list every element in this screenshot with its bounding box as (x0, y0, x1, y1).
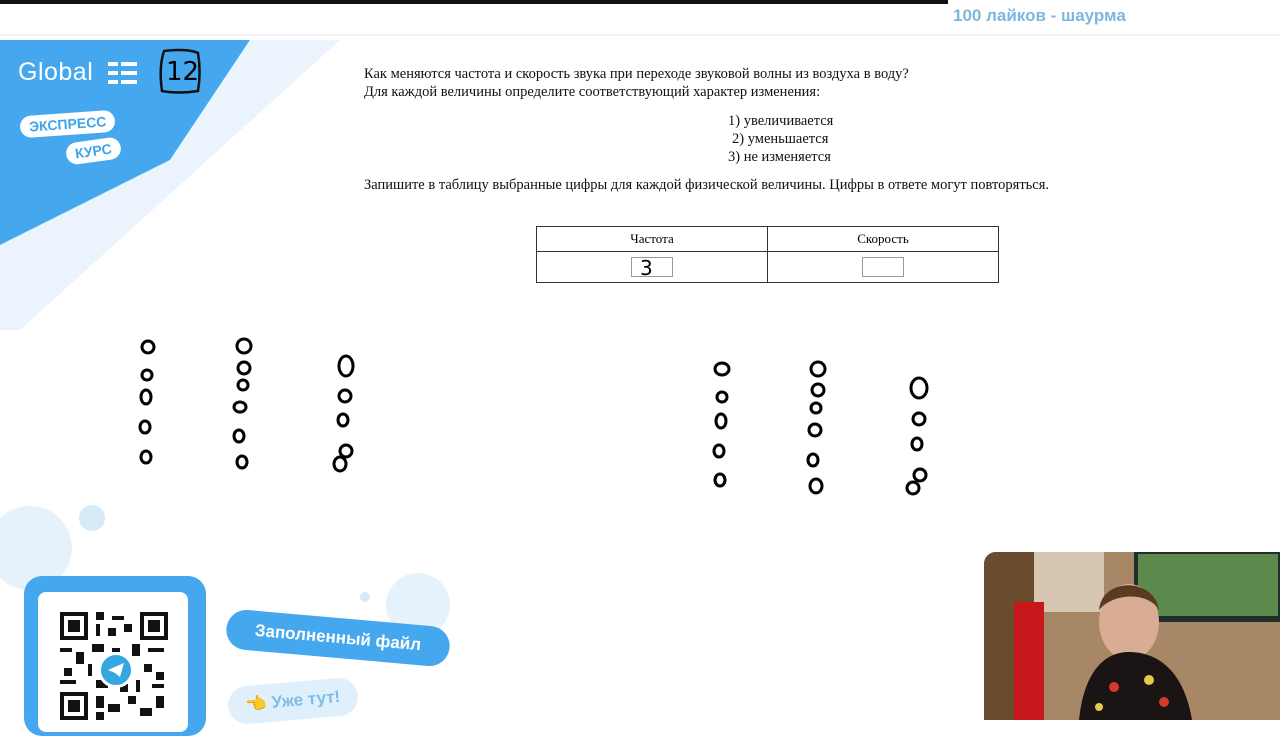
telegram-icon (98, 652, 134, 688)
sketch-group-left (140, 339, 353, 471)
option-2: 2) уменьшается (732, 131, 829, 147)
instruction-text: Запишите в таблицу выбранные цифры для каждой физической величины. Цифры в ответе могут повторяться. (364, 177, 1050, 193)
option-3: 3) не изменяется (728, 149, 831, 165)
already-here-banner: 👈 Уже тут! (227, 676, 360, 725)
sketch-group-right (714, 362, 927, 494)
header-frequency: Частота (537, 227, 768, 252)
task-number: 12 (166, 57, 200, 87)
header-speed: Скорость (768, 227, 999, 252)
question-line-1: Как меняются частота и скорость звука при переходе звуковой волны из воздуха в воду? (364, 66, 909, 82)
frequency-answer-input[interactable]: 3 (631, 257, 673, 277)
express-badge: ЭКСПРЕСС (19, 110, 116, 139)
question-line-2: Для каждой величины определите соответствующий характер изменения: (364, 84, 821, 100)
promo-overlay-text: 100 лайков - шаурма (953, 6, 1126, 25)
course-badge: КУРС (65, 136, 122, 165)
red-scarf (1014, 602, 1044, 720)
webcam-video (984, 552, 1280, 720)
webcam-frame (984, 552, 1280, 720)
filled-file-banner[interactable]: Заполненный файл (225, 608, 452, 667)
option-1: 1) увеличивается (728, 113, 834, 129)
brand-logo-text: Global (18, 58, 94, 86)
